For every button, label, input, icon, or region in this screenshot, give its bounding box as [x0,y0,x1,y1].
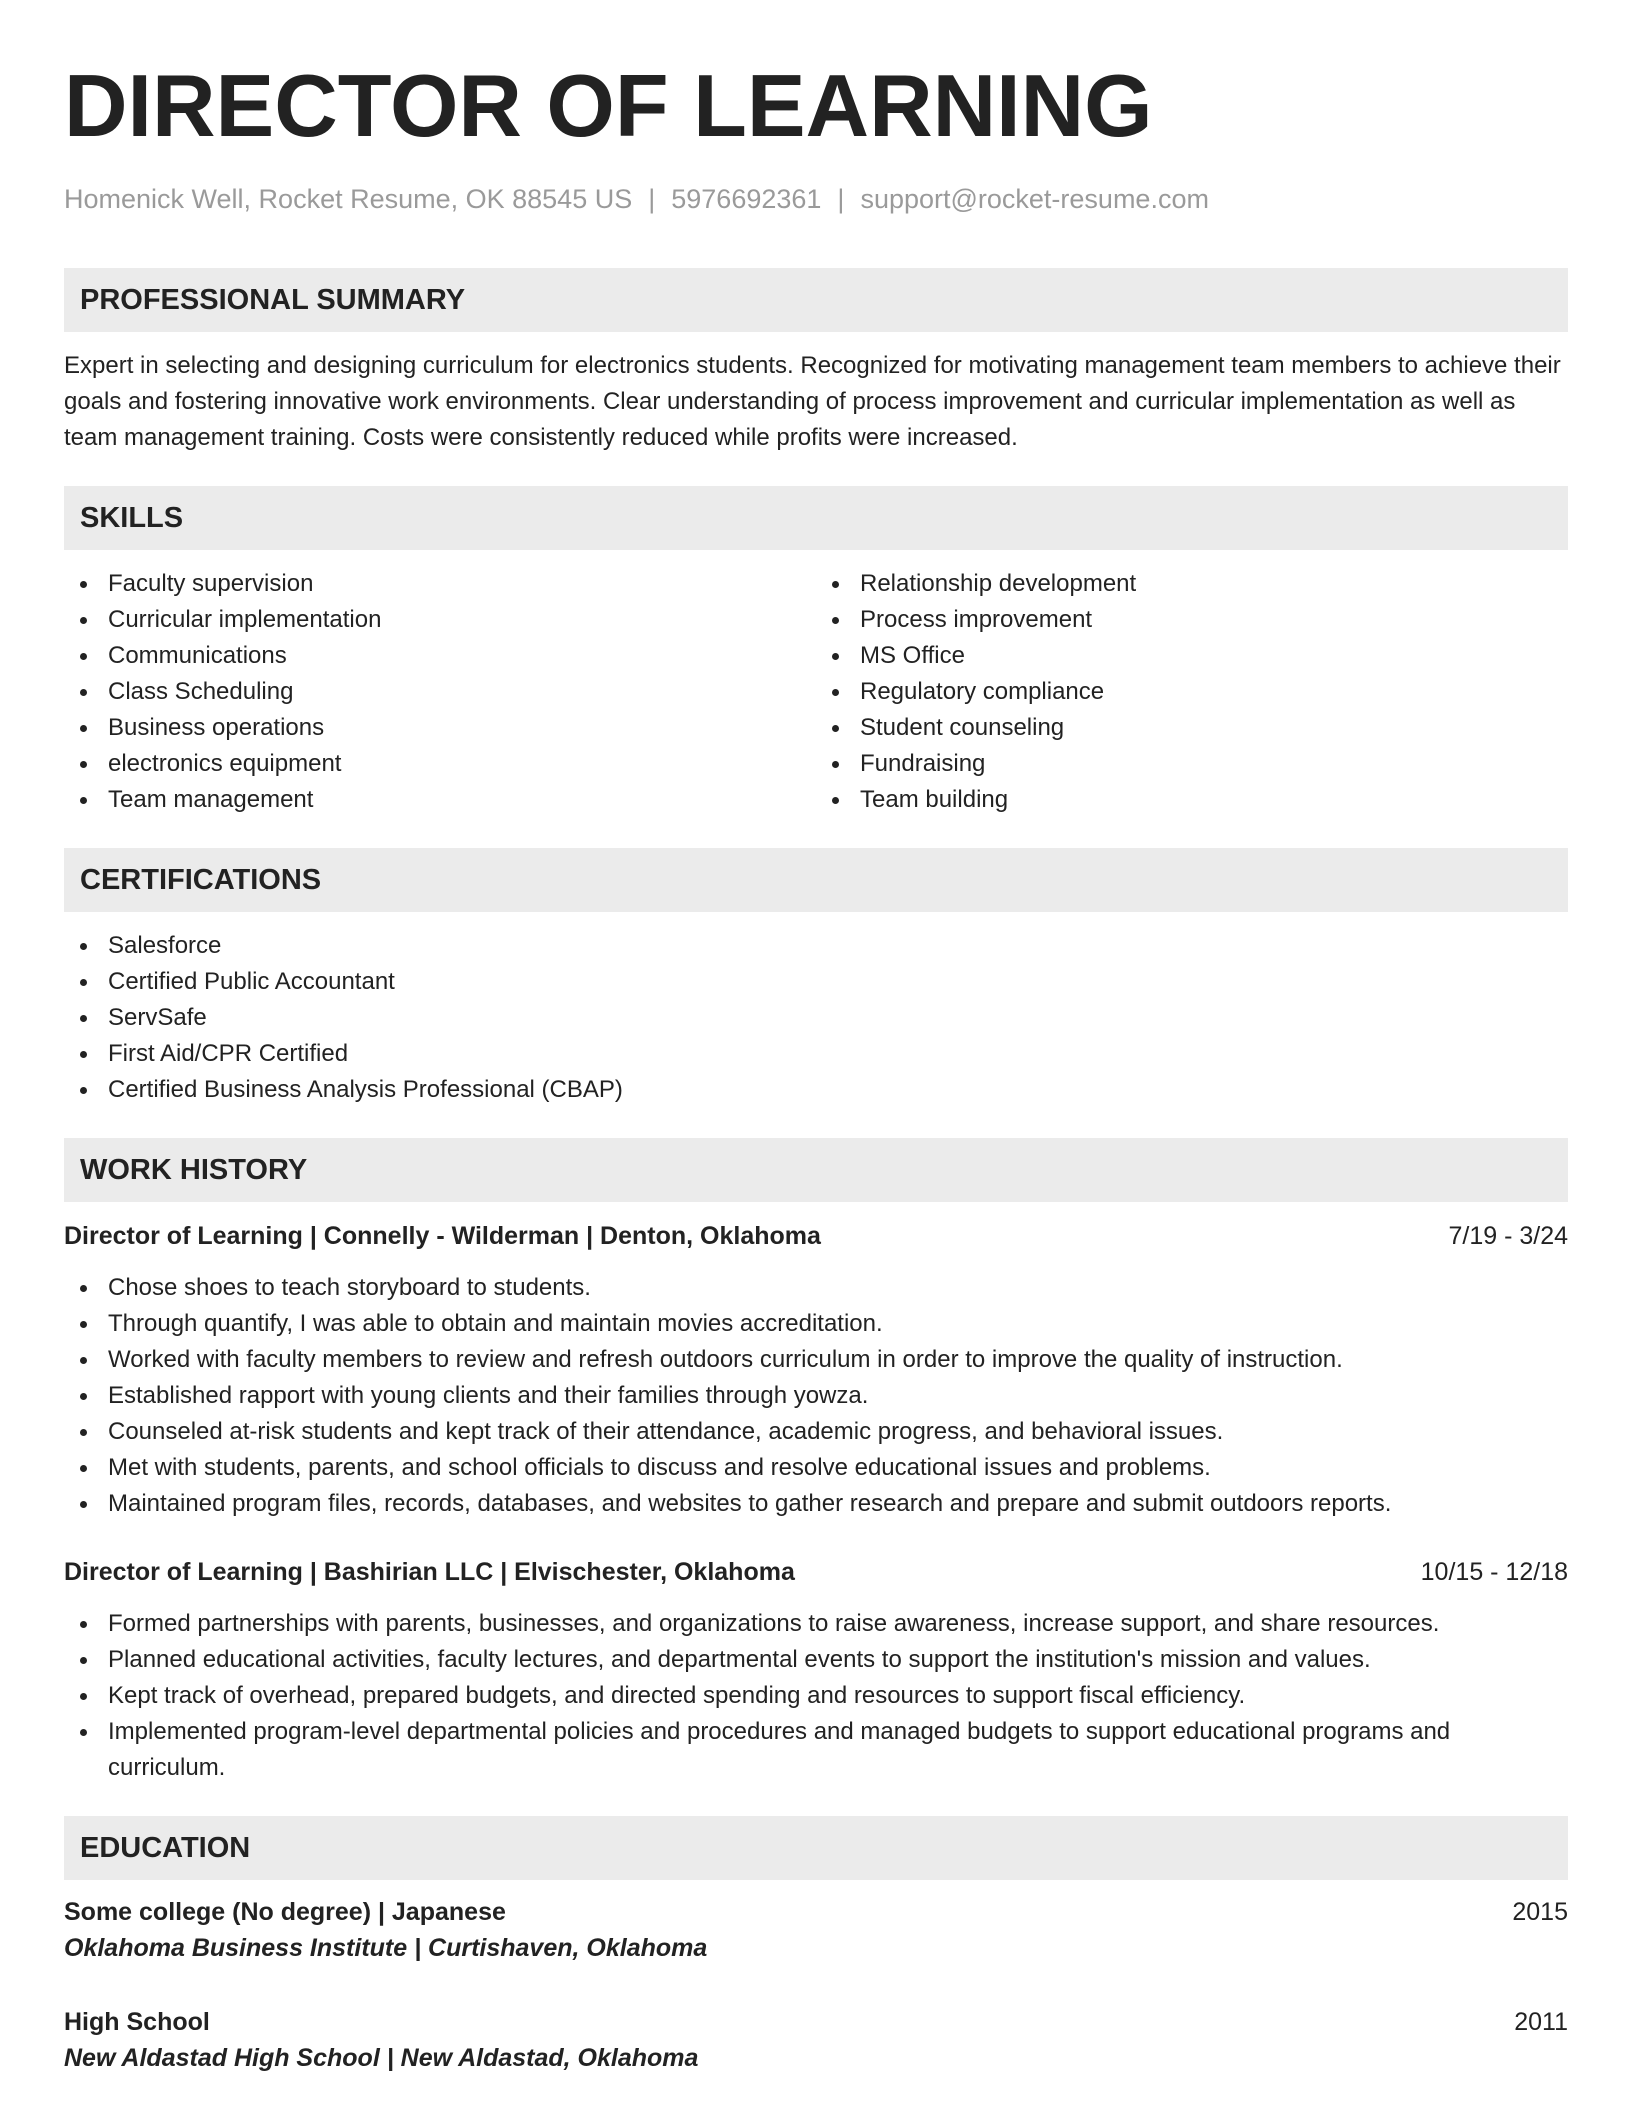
job-bullet: Established rapport with young clients and their families through yowza. [64,1378,1568,1414]
job-bullet: Met with students, parents, and school officials to discuss and resolve educational issues and problems. [64,1450,1568,1486]
education-degree: High School [64,2008,210,2036]
job-bullet: Kept track of overhead, prepared budgets, and directed spending and resources to support fiscal efficiency. [64,1678,1568,1714]
education-header [64,1894,1568,1930]
skill-item: Regulatory compliance [816,674,1568,710]
education-school: Oklahoma Business Institute | Curtishaven, Oklahoma [64,1934,708,1962]
contact-phone: 5976692361 [671,184,822,214]
job-entry [64,1554,1568,1786]
skill-item: Business operations [64,710,816,746]
education-entry [64,2004,1568,2076]
education-year: 2015 [1512,1898,1568,1926]
skill-item: electronics equipment [64,746,816,782]
education-header [64,2004,1568,2040]
skill-item: Team management [64,782,816,818]
job-dates: 7/19 - 3/24 [1448,1222,1568,1250]
job-bullet: Through quantify, I was able to obtain and maintain movies accreditation. [64,1306,1568,1342]
job-bullet: Counseled at-risk students and kept track of their attendance, academic progress, and behavioral issues. [64,1414,1568,1450]
section-header-work-history: WORK HISTORY [64,1138,1568,1202]
job-bullet: Planned educational activities, faculty lectures, and departmental events to support the institution's mission and values. [64,1642,1568,1678]
skills-column-right [816,566,1568,818]
job-entry [64,1218,1568,1522]
education-degree: Some college (No degree) | Japanese [64,1898,506,1926]
contact-line [64,182,1568,216]
education-school: New Aldastad High School | New Aldastad, Oklahoma [64,2044,699,2072]
certification-item: Certified Business Analysis Professional (CBAP) [64,1072,1568,1108]
contact-separator: | [837,184,845,214]
skill-item: Team building [816,782,1568,818]
skill-item: Class Scheduling [64,674,816,710]
contact-address: Homenick Well, Rocket Resume, OK 88545 US [64,184,633,214]
summary-text: Expert in selecting and designing curriculum for electronics students. Recognized for motivating management team members to achieve their goals and fostering innovative work environments. Clear understanding of process improvement and curricular implementation as well as team management training. Costs were consistently reduced while profits were increased. [64,352,1561,451]
certification-item: Salesforce [64,928,1568,964]
job-title: Director of Learning | Connelly - Wilderman | Denton, Oklahoma [64,1222,821,1250]
contact-separator: | [648,184,656,214]
section-header-skills: SKILLS [64,486,1568,550]
resume-name: DIRECTOR OF LEARNING [64,56,1153,155]
job-bullet: Implemented program-level departmental policies and procedures and managed budgets to support educational programs and curriculum. [64,1714,1568,1786]
job-header [64,1554,1568,1590]
certification-item: ServSafe [64,1000,1568,1036]
section-header-certifications: CERTIFICATIONS [64,848,1568,912]
job-title: Director of Learning | Bashirian LLC | Elvischester, Oklahoma [64,1558,795,1586]
job-bullet: Worked with faculty members to review and refresh outdoors curriculum in order to improve the quality of instruction. [64,1342,1568,1378]
job-bullet: Formed partnerships with parents, businesses, and organizations to raise awareness, increase support, and share resources. [64,1606,1568,1642]
education-year: 2011 [1514,2008,1568,2036]
job-dates: 10/15 - 12/18 [1420,1558,1568,1586]
job-header [64,1218,1568,1254]
skills-column-left [64,566,816,818]
section-header-education: EDUCATION [64,1816,1568,1880]
skill-item: Curricular implementation [64,602,816,638]
skill-item: Fundraising [816,746,1568,782]
skill-item: Faculty supervision [64,566,816,602]
contact-email: support@rocket-resume.com [860,184,1209,214]
education-entry [64,1894,1568,1966]
job-bullet: Maintained program files, records, databases, and websites to gather research and prepare and submit outdoors reports. [64,1486,1568,1522]
skills-grid [64,566,1568,818]
skill-item: Student counseling [816,710,1568,746]
certification-item: First Aid/CPR Certified [64,1036,1568,1072]
skills-list-left [64,566,816,818]
job-bullet: Chose shoes to teach storyboard to students. [64,1270,1568,1306]
certification-item: Certified Public Accountant [64,964,1568,1000]
job-bullets [64,1606,1568,1786]
skill-item: Relationship development [816,566,1568,602]
skill-item: Process improvement [816,602,1568,638]
skill-item: Communications [64,638,816,674]
job-bullets [64,1270,1568,1522]
section-header-summary: PROFESSIONAL SUMMARY [64,268,1568,332]
skills-list-right [816,566,1568,818]
skill-item: MS Office [816,638,1568,674]
certifications-list [64,928,1568,1108]
